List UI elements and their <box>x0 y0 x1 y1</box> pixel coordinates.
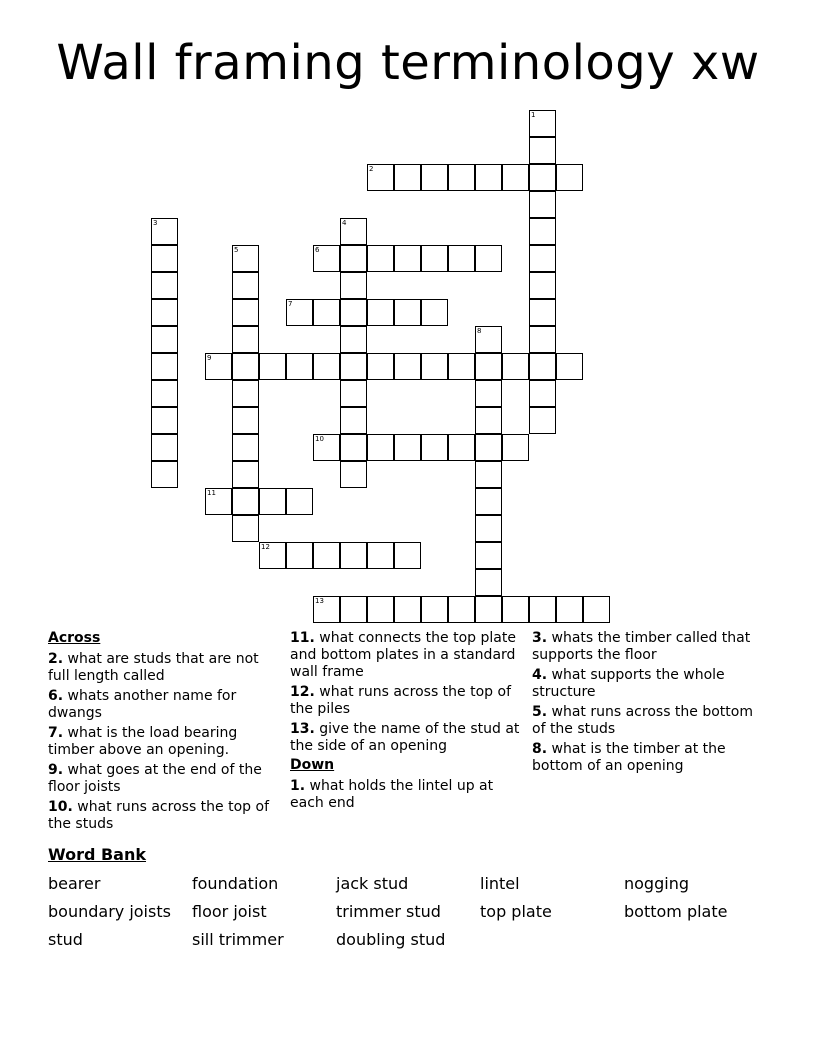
grid-cell[interactable] <box>421 164 448 191</box>
grid-cell[interactable] <box>529 164 556 191</box>
grid-cell[interactable] <box>556 164 583 191</box>
grid-cell[interactable] <box>151 245 178 272</box>
cell-number: 13 <box>315 597 324 605</box>
grid-cell[interactable] <box>421 353 448 380</box>
grid-cell[interactable] <box>367 353 394 380</box>
clue-across-10 <box>48 799 278 833</box>
clue-text: what holds the lintel up at each end <box>290 778 494 811</box>
grid-cell[interactable] <box>421 245 448 272</box>
grid-cell[interactable] <box>340 542 367 569</box>
cell-number: 6 <box>315 246 320 254</box>
clue-down-8 <box>532 741 762 775</box>
grid-cell[interactable] <box>340 245 367 272</box>
grid-cell[interactable] <box>340 461 367 488</box>
grid-cell[interactable] <box>232 245 259 272</box>
clue-text: what are studs that are not full length called <box>48 651 259 684</box>
clue-across-12 <box>290 684 522 718</box>
grid-cell[interactable] <box>394 434 421 461</box>
clue-text: whats another name for dwangs <box>48 688 237 721</box>
clues-column-2 <box>290 630 522 815</box>
clue-number: 8. <box>532 741 548 757</box>
grid-cell[interactable] <box>421 434 448 461</box>
grid-cell[interactable] <box>367 434 394 461</box>
grid-cell[interactable] <box>232 515 259 542</box>
grid-cell[interactable] <box>367 245 394 272</box>
grid-cell[interactable] <box>475 569 502 596</box>
grid-cell[interactable] <box>475 164 502 191</box>
grid-cell[interactable] <box>475 434 502 461</box>
word-bank-item: top plate <box>480 902 552 921</box>
word-bank-item: nogging <box>624 874 689 893</box>
grid-cell[interactable] <box>475 245 502 272</box>
cell-number: 2 <box>369 165 374 173</box>
clue-text: what runs across the bottom of the studs <box>532 704 753 737</box>
clue-number: 12. <box>290 684 315 700</box>
grid-cell[interactable] <box>286 488 313 515</box>
grid-cell[interactable] <box>556 596 583 623</box>
grid-cell[interactable] <box>232 407 259 434</box>
clue-text: what goes at the end of the floor joists <box>48 762 262 795</box>
grid-cell[interactable] <box>232 488 259 515</box>
grid-cell[interactable] <box>529 596 556 623</box>
grid-cell[interactable] <box>286 353 313 380</box>
cell-number: 3 <box>153 219 158 227</box>
grid-cell[interactable] <box>448 353 475 380</box>
word-bank-item: trimmer stud <box>336 902 441 921</box>
grid-cell[interactable] <box>259 353 286 380</box>
grid-cell[interactable] <box>475 461 502 488</box>
cell-number: 11 <box>207 489 216 497</box>
cell-number: 9 <box>207 354 212 362</box>
word-bank-item: doubling stud <box>336 930 446 949</box>
grid-cell[interactable] <box>529 218 556 245</box>
grid-cell[interactable] <box>394 542 421 569</box>
puzzle-title: Wall framing terminology xw <box>56 35 760 91</box>
grid-cell[interactable] <box>367 299 394 326</box>
grid-cell[interactable] <box>151 326 178 353</box>
cell-number: 5 <box>234 246 239 254</box>
grid-cell[interactable] <box>529 380 556 407</box>
cell-number: 8 <box>477 327 482 335</box>
clue-text: what supports the whole structure <box>532 667 725 700</box>
grid-cell[interactable] <box>529 110 556 137</box>
grid-cell[interactable] <box>313 434 340 461</box>
word-bank-item: stud <box>48 930 83 949</box>
grid-cell[interactable] <box>151 218 178 245</box>
grid-cell[interactable] <box>313 245 340 272</box>
grid-cell[interactable] <box>232 461 259 488</box>
grid-cell[interactable] <box>475 596 502 623</box>
grid-cell[interactable] <box>556 353 583 380</box>
clue-down-4 <box>532 667 762 701</box>
grid-cell[interactable] <box>259 542 286 569</box>
word-bank-item: foundation <box>192 874 279 893</box>
grid-cell[interactable] <box>367 542 394 569</box>
clue-number: 4. <box>532 667 548 683</box>
clue-number: 13. <box>290 721 315 737</box>
grid-cell[interactable] <box>394 353 421 380</box>
clue-down-1 <box>290 778 522 812</box>
down-heading: Down <box>290 757 335 773</box>
grid-cell[interactable] <box>232 326 259 353</box>
clue-across-9 <box>48 762 278 796</box>
grid-cell[interactable] <box>151 434 178 461</box>
grid-cell[interactable] <box>259 488 286 515</box>
grid-cell[interactable] <box>475 542 502 569</box>
grid-cell[interactable] <box>151 272 178 299</box>
grid-cell[interactable] <box>340 596 367 623</box>
grid-cell[interactable] <box>340 380 367 407</box>
clue-across-2 <box>48 651 278 685</box>
clue-across-6 <box>48 688 278 722</box>
word-bank-item: floor joist <box>192 902 267 921</box>
grid-cell[interactable] <box>151 461 178 488</box>
grid-cell[interactable] <box>529 326 556 353</box>
grid-cell[interactable] <box>529 191 556 218</box>
grid-cell[interactable] <box>502 353 529 380</box>
clue-text: give the name of the stud at the side of an opening <box>290 721 520 754</box>
grid-cell[interactable] <box>151 299 178 326</box>
grid-cell[interactable] <box>286 542 313 569</box>
grid-cell[interactable] <box>340 218 367 245</box>
grid-cell[interactable] <box>313 596 340 623</box>
grid-cell[interactable] <box>340 272 367 299</box>
grid-cell[interactable] <box>529 272 556 299</box>
clue-across-13 <box>290 721 522 755</box>
clue-number: 3. <box>532 630 548 646</box>
grid-cell[interactable] <box>232 272 259 299</box>
grid-cell[interactable] <box>232 353 259 380</box>
cell-number: 12 <box>261 543 270 551</box>
grid-cell[interactable] <box>475 407 502 434</box>
grid-cell[interactable] <box>583 596 610 623</box>
cell-number: 7 <box>288 300 293 308</box>
grid-cell[interactable] <box>475 488 502 515</box>
grid-cell[interactable] <box>340 326 367 353</box>
word-bank-item: bottom plate <box>624 902 728 921</box>
cell-number: 4 <box>342 219 347 227</box>
clue-number: 2. <box>48 651 64 667</box>
clue-number: 1. <box>290 778 306 794</box>
grid-cell[interactable] <box>340 407 367 434</box>
grid-cell[interactable] <box>151 353 178 380</box>
grid-cell[interactable] <box>340 434 367 461</box>
cell-number: 1 <box>531 111 536 119</box>
word-bank-item: bearer <box>48 874 101 893</box>
clue-number: 5. <box>532 704 548 720</box>
clue-number: 6. <box>48 688 64 704</box>
grid-cell[interactable] <box>313 353 340 380</box>
clue-down-5 <box>532 704 762 738</box>
grid-cell[interactable] <box>529 245 556 272</box>
cell-number: 10 <box>315 435 324 443</box>
word-bank-title: Word Bank <box>48 845 147 864</box>
grid-cell[interactable] <box>313 542 340 569</box>
grid-cell[interactable] <box>286 299 313 326</box>
grid-cell[interactable] <box>475 380 502 407</box>
clue-number: 11. <box>290 630 315 646</box>
grid-cell[interactable] <box>394 596 421 623</box>
grid-cell[interactable] <box>502 434 529 461</box>
grid-cell[interactable] <box>232 380 259 407</box>
clue-text: what is the load bearing timber above an opening. <box>48 725 238 758</box>
grid-cell[interactable] <box>205 353 232 380</box>
word-bank-item: boundary joists <box>48 902 171 921</box>
grid-cell[interactable] <box>367 596 394 623</box>
grid-cell[interactable] <box>448 596 475 623</box>
grid-cell[interactable] <box>394 164 421 191</box>
grid-cell[interactable] <box>448 434 475 461</box>
grid-cell[interactable] <box>448 245 475 272</box>
grid-cell[interactable] <box>421 299 448 326</box>
grid-cell[interactable] <box>232 434 259 461</box>
clue-text: what connects the top plate and bottom plates in a standard wall frame <box>290 630 516 680</box>
grid-cell[interactable] <box>232 299 259 326</box>
grid-cell[interactable] <box>394 245 421 272</box>
clue-number: 9. <box>48 762 64 778</box>
grid-cell[interactable] <box>475 515 502 542</box>
grid-cell[interactable] <box>394 299 421 326</box>
clue-down-3 <box>532 630 762 664</box>
clue-number: 7. <box>48 725 64 741</box>
grid-cell[interactable] <box>340 353 367 380</box>
clue-text: what runs across the top of the studs <box>48 799 269 832</box>
grid-cell[interactable] <box>502 164 529 191</box>
grid-cell[interactable] <box>151 407 178 434</box>
grid-cell[interactable] <box>529 407 556 434</box>
grid-cell[interactable] <box>313 299 340 326</box>
grid-cell[interactable] <box>205 488 232 515</box>
clue-number: 10. <box>48 799 73 815</box>
grid-cell[interactable] <box>529 353 556 380</box>
grid-cell[interactable] <box>475 353 502 380</box>
grid-cell[interactable] <box>340 299 367 326</box>
grid-cell[interactable] <box>475 326 502 353</box>
clue-across-11 <box>290 630 522 681</box>
clue-text: whats the timber called that supports the floor <box>532 630 751 663</box>
word-bank-item: jack stud <box>336 874 409 893</box>
grid-cell[interactable] <box>529 299 556 326</box>
grid-cell[interactable] <box>151 380 178 407</box>
across-heading: Across <box>48 630 101 646</box>
grid-cell[interactable] <box>529 137 556 164</box>
clue-text: what is the timber at the bottom of an opening <box>532 741 726 774</box>
grid-cell[interactable] <box>367 164 394 191</box>
word-bank-item: lintel <box>480 874 520 893</box>
grid-cell[interactable] <box>502 596 529 623</box>
grid-cell[interactable] <box>448 164 475 191</box>
clues-column-3 <box>532 630 762 778</box>
clue-across-7 <box>48 725 278 759</box>
clues-column-1 <box>48 630 278 836</box>
clue-text: what runs across the top of the piles <box>290 684 511 717</box>
grid-cell[interactable] <box>421 596 448 623</box>
word-bank-item: sill trimmer <box>192 930 284 949</box>
